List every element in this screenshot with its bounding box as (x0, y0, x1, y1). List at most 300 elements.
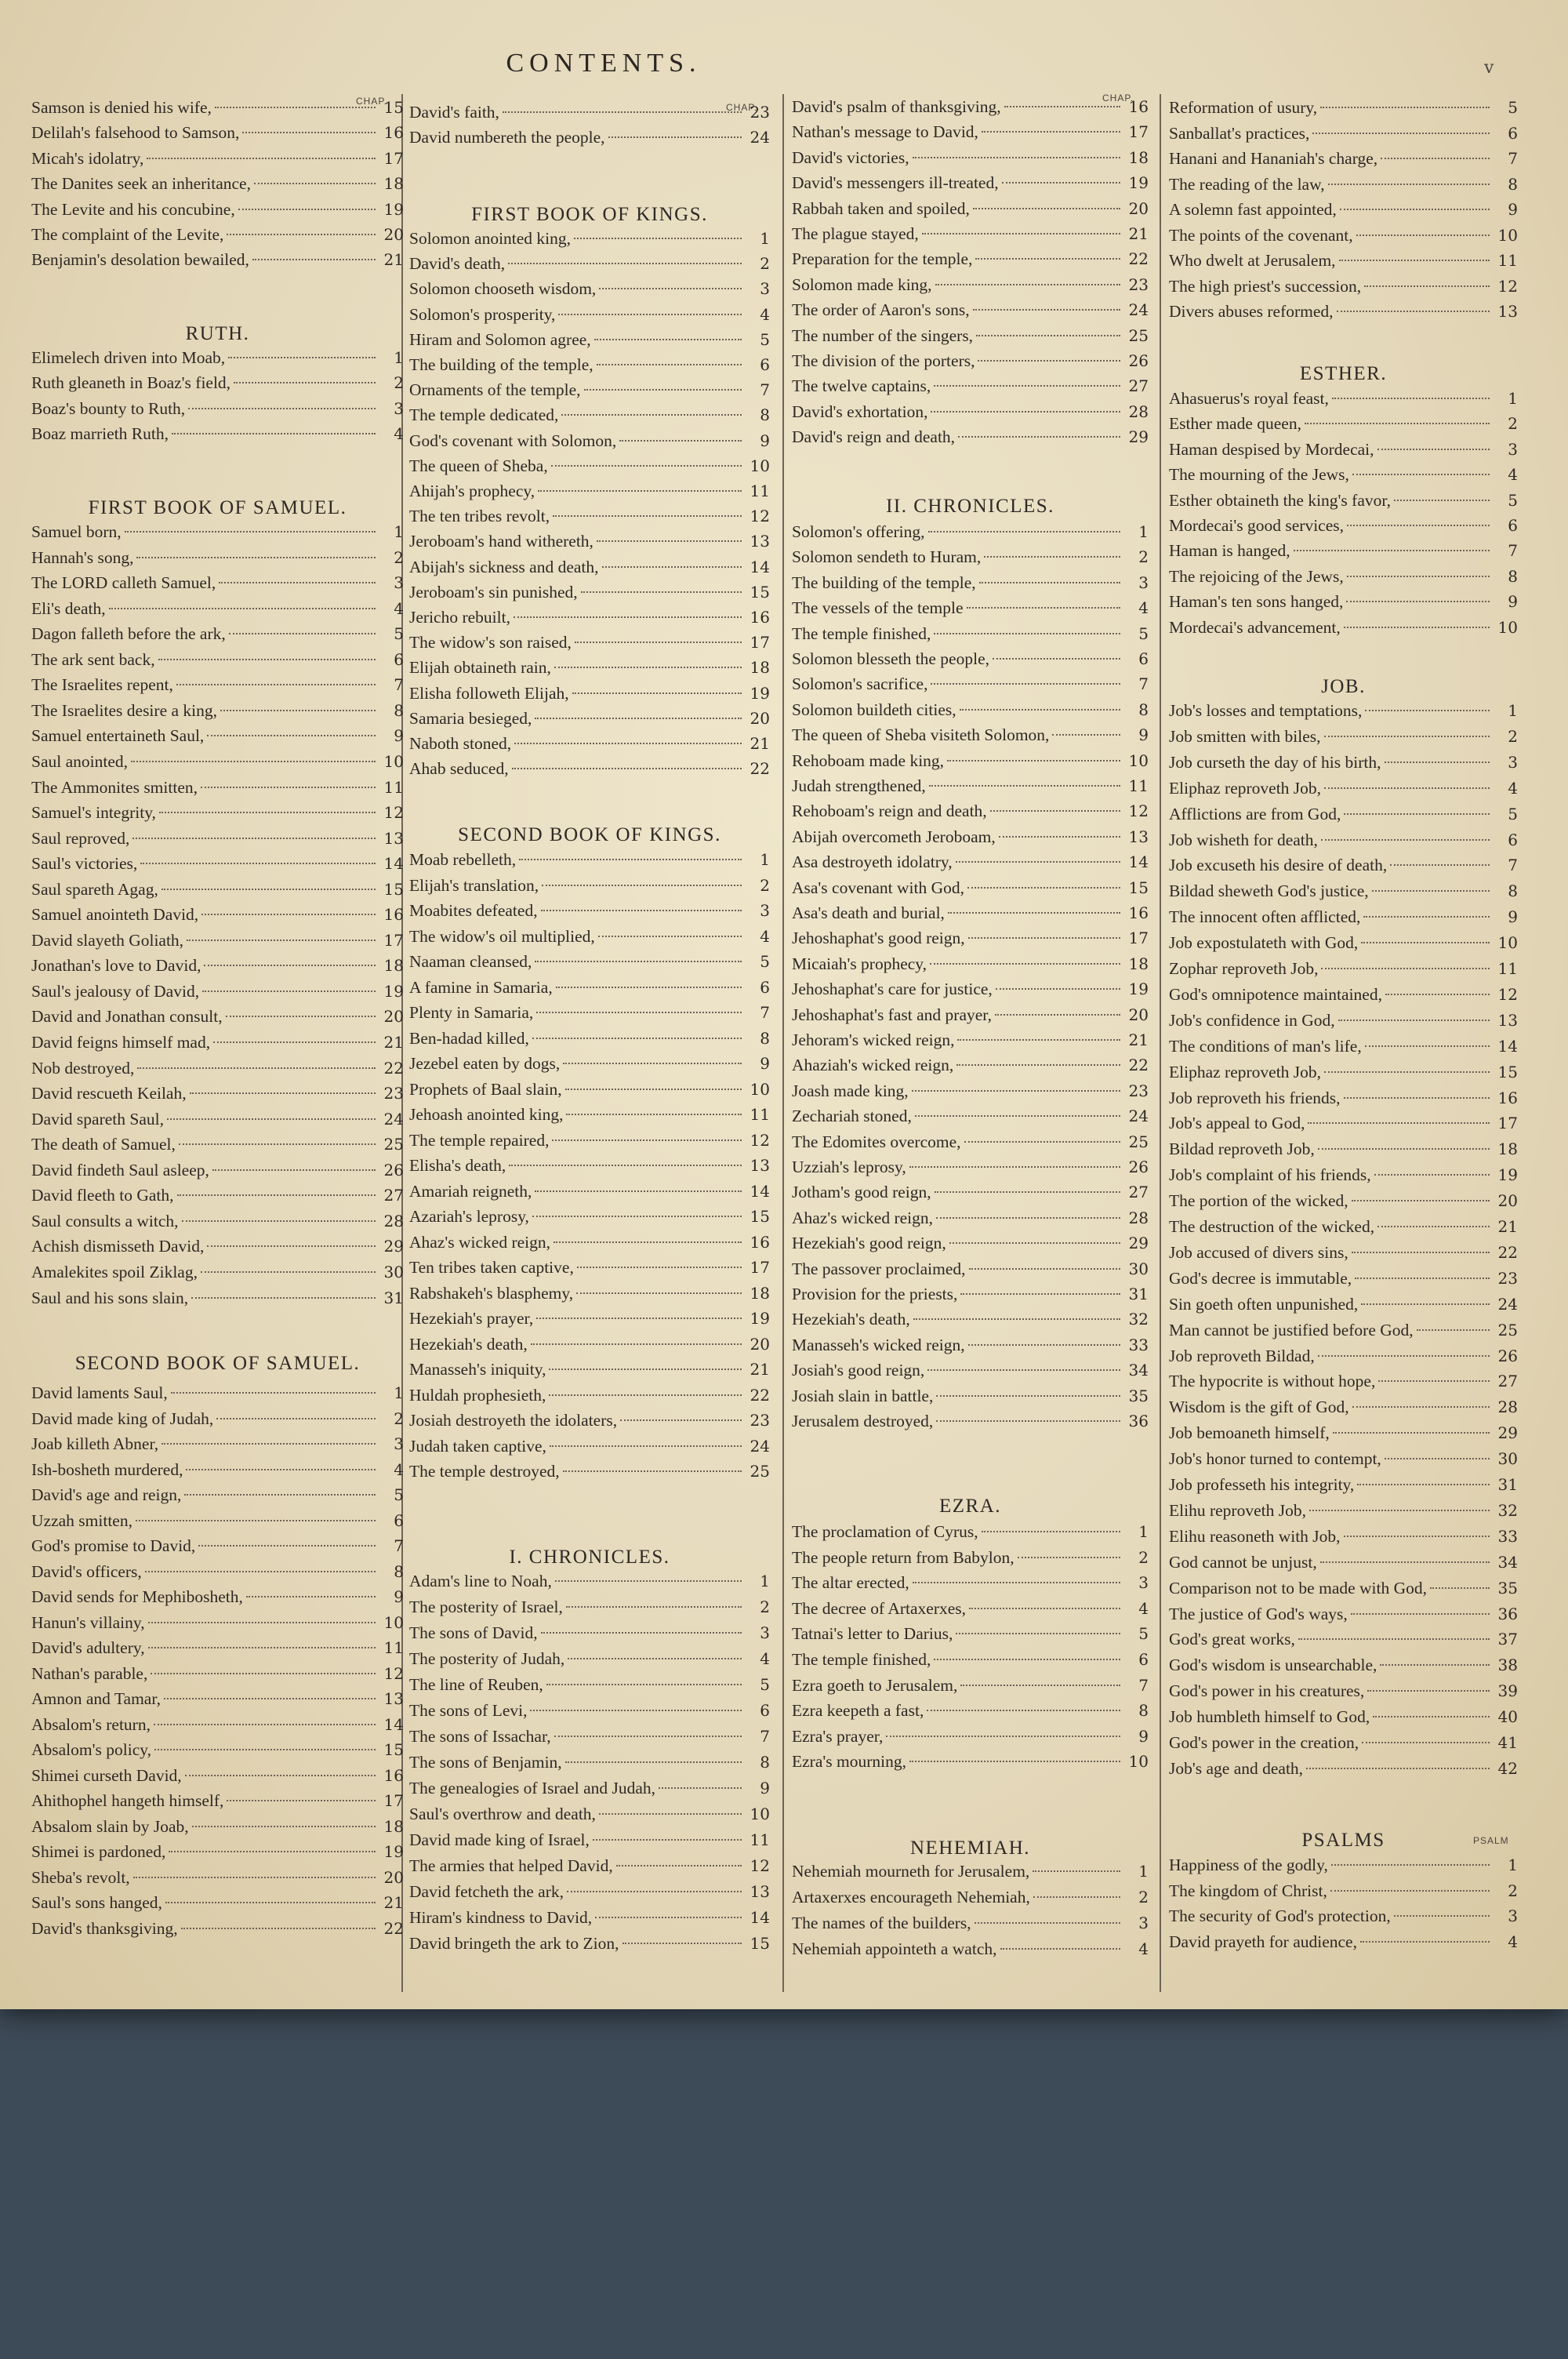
chapter-number: 3 (394, 1434, 404, 1453)
entry-title: God's great works, (1169, 1630, 1295, 1648)
entry-title: Hanani and Hananiah's charge, (1169, 149, 1378, 168)
chapter-number: 9 (1138, 1727, 1149, 1746)
toc-entry (792, 1912, 1149, 1934)
toc-entry (1169, 1422, 1518, 1444)
toc-entry (792, 851, 1149, 873)
toc-entry (792, 673, 1149, 695)
dot-leader (975, 1922, 1120, 1924)
toc-entry (792, 1054, 1149, 1076)
chapter-number: 23 (383, 1084, 404, 1103)
toc-entry (31, 347, 404, 369)
dot-leader (246, 1596, 376, 1598)
chapter-number: 1 (1508, 701, 1518, 720)
chapter-number: 23 (750, 103, 770, 122)
dot-leader (192, 1826, 376, 1827)
entry-title: Reformation of usury, (1169, 98, 1318, 117)
chapter-number: 4 (394, 424, 404, 443)
dot-leader (182, 1220, 376, 1222)
toc-entry (409, 1648, 770, 1670)
entry-title: Samuel entertaineth Saul, (31, 726, 205, 745)
entry-title: The sons of Issachar, (409, 1727, 551, 1746)
entry-title: Who dwelt at Jerusalem, (1169, 251, 1336, 270)
chapter-number: 13 (1128, 827, 1149, 846)
entry-title: Elihu reproveth Job, (1169, 1501, 1306, 1520)
chapter-number: 5 (394, 1485, 404, 1504)
toc-entry (1169, 1603, 1518, 1625)
entry-title: The justice of God's ways, (1169, 1605, 1348, 1623)
chapter-number: 4 (1138, 598, 1149, 617)
entry-title: Azariah's leprosy, (409, 1207, 529, 1226)
dot-leader (1385, 1458, 1490, 1459)
entry-title: David's officers, (31, 1562, 142, 1581)
dot-leader (1380, 1664, 1490, 1666)
entry-title: Job's confidence in God, (1169, 1011, 1335, 1030)
toc-entry (409, 849, 770, 871)
chapter-number: 20 (383, 225, 404, 244)
toc-entry (792, 1623, 1149, 1645)
entry-title: Solomon's offering, (792, 522, 925, 541)
chapter-number: 20 (1128, 1005, 1149, 1024)
chapter-number: 40 (1497, 1707, 1518, 1726)
chapter-number: 3 (760, 1623, 770, 1642)
entry-title: The portion of the wicked, (1169, 1191, 1348, 1210)
entry-title: Joab killeth Abner, (31, 1434, 159, 1453)
toc-entry (409, 1829, 770, 1851)
toc-entry (31, 776, 404, 798)
chapter-number: 20 (750, 1335, 770, 1354)
dot-leader (1361, 1303, 1490, 1305)
dot-leader (164, 1698, 376, 1699)
chapter-number: 22 (1497, 1243, 1518, 1262)
entry-title: Samuel's integrity, (31, 803, 156, 822)
chapter-number: 10 (750, 1080, 770, 1099)
toc-entry (409, 1205, 770, 1227)
chapter-number: 7 (1508, 856, 1518, 874)
toc-entry (792, 1547, 1149, 1568)
chapter-number: 34 (1128, 1361, 1149, 1379)
toc-entry (792, 1181, 1149, 1203)
toc-entry (792, 1004, 1149, 1026)
entry-title: Happiness of the godly, (1169, 1856, 1328, 1874)
toc-entry (31, 1159, 404, 1181)
toc-entry (409, 1129, 770, 1151)
toc-entry (409, 278, 770, 300)
toc-entry (31, 1433, 404, 1455)
dot-leader (1372, 890, 1490, 892)
dot-leader (561, 414, 742, 416)
chapter-number: 9 (1508, 907, 1518, 926)
toc-entry (792, 724, 1149, 746)
toc-entry (1169, 1087, 1518, 1109)
toc-entry (409, 1570, 770, 1592)
chapter-number: 17 (750, 1258, 770, 1277)
chapter-number: 30 (383, 1263, 404, 1281)
dot-leader (131, 761, 376, 762)
dot-leader (177, 1194, 376, 1196)
dot-leader (1352, 1200, 1490, 1201)
toc-entry (409, 556, 770, 578)
toc-entry (409, 1231, 770, 1253)
toc-entry (1169, 1654, 1518, 1676)
dot-leader (956, 861, 1120, 863)
chapter-number: 35 (1497, 1579, 1518, 1598)
chapter-number: 28 (1497, 1398, 1518, 1416)
dot-leader (227, 234, 376, 235)
dot-leader (1373, 1716, 1490, 1717)
dot-leader (242, 132, 376, 133)
dot-leader (549, 1369, 742, 1370)
chapter-number: 21 (750, 734, 770, 753)
toc-entry (409, 480, 770, 502)
toc-entry (409, 1674, 770, 1696)
dot-leader (1355, 1278, 1490, 1279)
entry-title: The complaint of the Levite, (31, 225, 224, 244)
chapter-number: 31 (383, 1289, 404, 1307)
dot-leader (999, 836, 1120, 838)
dot-leader (226, 1016, 376, 1017)
toc-entry (1169, 1241, 1518, 1263)
entry-title: The building of the temple, (409, 355, 593, 374)
entry-title: Divers abuses reformed, (1169, 302, 1334, 321)
toc-entry (31, 725, 404, 747)
chapter-number: 1 (394, 348, 404, 367)
chapter-number: 8 (394, 701, 404, 720)
chapter-number: 16 (1497, 1089, 1518, 1107)
entry-title: Tatnai's letter to Darius, (792, 1624, 953, 1643)
dot-leader (147, 158, 376, 159)
chapter-number: 2 (760, 254, 770, 273)
entry-title: David prayeth for audience, (1169, 1932, 1357, 1951)
dot-leader (1430, 1587, 1490, 1589)
chapter-number: 9 (1508, 200, 1518, 219)
dot-leader (229, 633, 376, 634)
dot-leader (509, 1165, 742, 1166)
chapter-number: 4 (394, 599, 404, 618)
chapter-number: 29 (1128, 427, 1149, 446)
dot-leader (574, 238, 742, 239)
chapter-number: 28 (1128, 402, 1149, 421)
dot-leader (541, 1632, 742, 1634)
chapter-number: 24 (750, 1437, 770, 1456)
toc-entry (31, 1663, 404, 1685)
entry-title: The mourning of the Jews, (1169, 465, 1349, 484)
dot-leader (535, 1190, 742, 1192)
dot-leader (595, 1917, 742, 1918)
chapter-number: 2 (1138, 1548, 1149, 1567)
toc-entry (792, 1258, 1149, 1280)
dot-leader (1321, 839, 1490, 841)
toc-entry (31, 96, 404, 118)
toc-entry (31, 1866, 404, 1888)
entry-title: A famine in Samaria, (409, 978, 553, 997)
entry-title: Ornaments of the temple, (409, 380, 581, 399)
chapter-number: 30 (1497, 1449, 1518, 1468)
toc-entry (409, 1777, 770, 1799)
dot-leader (519, 859, 742, 860)
entry-title: God's promise to David, (31, 1536, 196, 1555)
chapter-number: 16 (383, 905, 404, 924)
entry-title: Boaz's bounty to Ruth, (31, 399, 186, 418)
dot-leader (597, 540, 742, 542)
dot-leader (1417, 1329, 1490, 1331)
dot-leader (154, 1724, 376, 1725)
dot-leader (967, 887, 1120, 889)
toc-entry (1169, 1293, 1518, 1315)
chapter-number: 29 (1128, 1234, 1149, 1252)
toc-entry (792, 902, 1149, 924)
toc-entry (409, 1751, 770, 1773)
toc-entry (31, 1082, 404, 1104)
dot-leader (599, 1813, 742, 1815)
toc-entry (31, 1510, 404, 1532)
entry-title: David feigns himself mad, (31, 1033, 211, 1052)
chapter-number: 16 (1128, 903, 1149, 922)
dot-leader (995, 1014, 1120, 1016)
dot-leader (184, 1494, 376, 1496)
entry-title: Rabbah taken and spoiled, (792, 199, 970, 218)
dot-leader (558, 314, 742, 315)
dot-leader (1346, 601, 1490, 602)
dot-leader (960, 1293, 1120, 1295)
entry-title: David's psalm of thanksgiving, (792, 97, 1001, 116)
entry-title: Sin goeth often unpunished, (1169, 1295, 1359, 1314)
toc-entry (1169, 147, 1518, 169)
dot-leader (563, 1470, 742, 1472)
toc-entry (1169, 1164, 1518, 1186)
entry-title: The plague stayed, (792, 224, 919, 243)
chapter-number: 3 (760, 901, 770, 920)
toc-entry (31, 954, 404, 976)
dot-leader (538, 490, 742, 492)
chapter-number: 26 (1128, 1158, 1149, 1176)
entry-title: Preparation for the temple, (792, 249, 973, 268)
chapter-number: 17 (750, 633, 770, 652)
chapter-number: 1 (760, 1572, 770, 1590)
chapter-number: 15 (383, 1740, 404, 1759)
chapter-number: 4 (760, 927, 770, 946)
entry-title: Elijah's translation, (409, 876, 539, 895)
chapter-number: 15 (383, 98, 404, 117)
dot-leader (1305, 423, 1490, 424)
entry-title: God cannot be unjust, (1169, 1553, 1317, 1572)
toc-entry (409, 1803, 770, 1825)
dot-leader (973, 309, 1120, 311)
entry-title: David's age and reign, (31, 1485, 182, 1504)
chapter-number: 34 (1497, 1553, 1518, 1572)
entry-title: Manasseh's wicked reign, (792, 1336, 965, 1354)
dot-leader (530, 1710, 742, 1711)
chapter-number: 7 (760, 1727, 770, 1746)
chapter-number: 19 (750, 1309, 770, 1328)
chapter-number: 2 (394, 373, 404, 392)
entry-title: Naaman cleansed, (409, 952, 532, 971)
toc-entry (31, 1816, 404, 1837)
entry-title: Amalekites spoil Ziklag, (31, 1263, 198, 1281)
dot-leader (1347, 576, 1490, 577)
entry-title: Delilah's falsehood to Samson, (31, 123, 240, 142)
entry-title: Job curseth the day of his birth, (1169, 753, 1381, 772)
entry-title: Huldah prophesieth, (409, 1386, 546, 1405)
toc-entry (792, 1080, 1149, 1102)
dot-leader (1330, 1890, 1490, 1892)
toc-entry (1169, 829, 1518, 851)
dot-leader (553, 515, 742, 517)
dot-leader (984, 556, 1120, 558)
toc-entry (792, 978, 1149, 1000)
chapter-number: 14 (383, 1715, 404, 1734)
dot-leader (1318, 1355, 1490, 1357)
toc-entry (792, 223, 1149, 245)
chapter-number: 14 (750, 558, 770, 576)
toc-entry (1169, 1138, 1518, 1160)
entry-title: Job excuseth his desire of death, (1169, 856, 1388, 874)
toc-entry (792, 147, 1149, 169)
entry-title: Ezra goeth to Jerusalem, (792, 1676, 958, 1695)
toc-entry (409, 404, 770, 426)
chapter-number: 8 (1138, 1701, 1149, 1720)
entry-title: Job's complaint of his friends, (1169, 1165, 1371, 1184)
chapter-number: 4 (1138, 1939, 1149, 1958)
toc-entry (1169, 1009, 1518, 1031)
toc-entry (1169, 96, 1518, 118)
entry-title: The conditions of man's life, (1169, 1037, 1362, 1056)
dot-leader (1394, 1915, 1490, 1917)
entry-title: Hezekiah's good reign, (792, 1234, 946, 1252)
entry-title: Hezekiah's death, (409, 1335, 528, 1354)
dot-leader (967, 607, 1120, 609)
toc-entry (31, 1133, 404, 1155)
entry-title: The innocent often afflicted, (1169, 907, 1361, 926)
chapter-number: 11 (1497, 251, 1518, 270)
dot-leader (148, 1622, 376, 1623)
dot-leader (1298, 1638, 1490, 1640)
toc-entry (409, 530, 770, 552)
dot-leader (140, 863, 376, 864)
entry-title: David made king of Israel, (409, 1830, 590, 1849)
entry-title: God's decree is immutable, (1169, 1269, 1352, 1288)
entry-title: The sons of Levi, (409, 1701, 528, 1720)
chapter-number: 10 (750, 1805, 770, 1823)
dot-leader (202, 990, 376, 992)
dot-leader (960, 709, 1120, 711)
dot-leader (201, 787, 376, 788)
chapter-number: 12 (383, 803, 404, 822)
entry-title: David's messengers ill-treated, (792, 173, 999, 192)
dot-leader (190, 1092, 376, 1094)
chapter-number: 9 (1138, 725, 1149, 744)
entry-title: Job's appeal to God, (1169, 1114, 1305, 1132)
entry-title: The line of Reuben, (409, 1675, 543, 1694)
dot-leader (975, 258, 1120, 260)
dot-leader (990, 810, 1120, 812)
toc-entry (31, 547, 404, 569)
chapter-number: 4 (1508, 465, 1518, 484)
entry-title: Wisdom is the gift of God, (1169, 1398, 1349, 1416)
chapter-number: 7 (394, 1536, 404, 1555)
entry-title: Zechariah stoned, (792, 1107, 912, 1125)
entry-title: Artaxerxes encourageth Nehemiah, (792, 1888, 1030, 1906)
dot-leader (576, 1292, 742, 1294)
chapter-number: 23 (1497, 1269, 1518, 1288)
dot-leader (1324, 787, 1490, 789)
dot-leader (1390, 864, 1490, 866)
toc-entry (792, 1699, 1149, 1721)
dot-leader (512, 768, 742, 769)
dot-leader (597, 364, 742, 365)
contents-column-3 (792, 0, 1149, 1976)
chapter-number: 37 (1497, 1630, 1518, 1648)
chapter-number: 21 (1128, 1030, 1149, 1049)
toc-entry (1169, 122, 1518, 144)
chapter-number: 2 (760, 1598, 770, 1616)
chapter-number: 17 (383, 1791, 404, 1810)
entry-title: The ten tribes revolt, (409, 507, 550, 525)
chapter-number: 33 (1497, 1527, 1518, 1546)
dot-leader (960, 1685, 1120, 1686)
chapter-number: 22 (383, 1919, 404, 1938)
chapter-number: 14 (750, 1908, 770, 1927)
toc-entry (1169, 1319, 1518, 1341)
dot-leader (151, 1673, 376, 1674)
chapter-number: 10 (383, 752, 404, 771)
entry-title: Solomon's prosperity, (409, 305, 556, 324)
dot-leader (546, 1684, 742, 1685)
dot-leader (979, 582, 1120, 583)
chapter-number: 27 (383, 1186, 404, 1205)
chapter-number: 31 (1128, 1285, 1149, 1303)
dot-leader (993, 658, 1120, 660)
entry-title: Rabshakeh's blasphemy, (409, 1284, 574, 1303)
toc-entry (409, 1333, 770, 1355)
dot-leader (968, 1344, 1120, 1346)
toc-entry (409, 656, 770, 678)
entry-title: Ahaz's wicked reign, (409, 1233, 550, 1252)
chapter-number: 26 (1128, 351, 1149, 370)
section-heading: EZRA. (938, 1496, 1002, 1517)
dot-leader (1347, 525, 1490, 526)
page-title: CONTENTS. (506, 49, 702, 78)
dot-leader (973, 208, 1120, 209)
dot-leader (555, 1580, 742, 1582)
toc-entry (31, 1210, 404, 1232)
dot-leader (982, 1531, 1120, 1532)
toc-entry (792, 1334, 1149, 1356)
dot-leader (922, 233, 1120, 234)
dot-leader (169, 1851, 376, 1852)
entry-title: Jeroboam's hand withereth, (409, 532, 593, 551)
toc-entry (409, 1906, 770, 1928)
chapter-number: 2 (394, 1409, 404, 1428)
entry-title: Adam's line to Noah, (409, 1572, 552, 1590)
chapter-number: 2 (1138, 547, 1149, 566)
entry-title: The widow's son raised, (409, 633, 572, 652)
entry-title: Nathan's message to David, (792, 122, 978, 141)
chapter-number: 7 (760, 380, 770, 399)
dot-leader (886, 1736, 1120, 1737)
column-rule (782, 94, 784, 1992)
chapter-number: 12 (1497, 277, 1518, 296)
dot-leader (1362, 1742, 1490, 1743)
dot-leader (238, 209, 376, 210)
chapter-number: 2 (1138, 1888, 1149, 1906)
entry-title: The temple destroyed, (409, 1462, 560, 1481)
dot-leader (207, 1245, 376, 1247)
chapter-number: 10 (1497, 933, 1518, 952)
dot-leader (927, 1710, 1120, 1711)
chapter-number: 10 (1128, 1752, 1149, 1771)
toc-entry (792, 800, 1149, 822)
section-heading: JOB. (1321, 676, 1366, 697)
